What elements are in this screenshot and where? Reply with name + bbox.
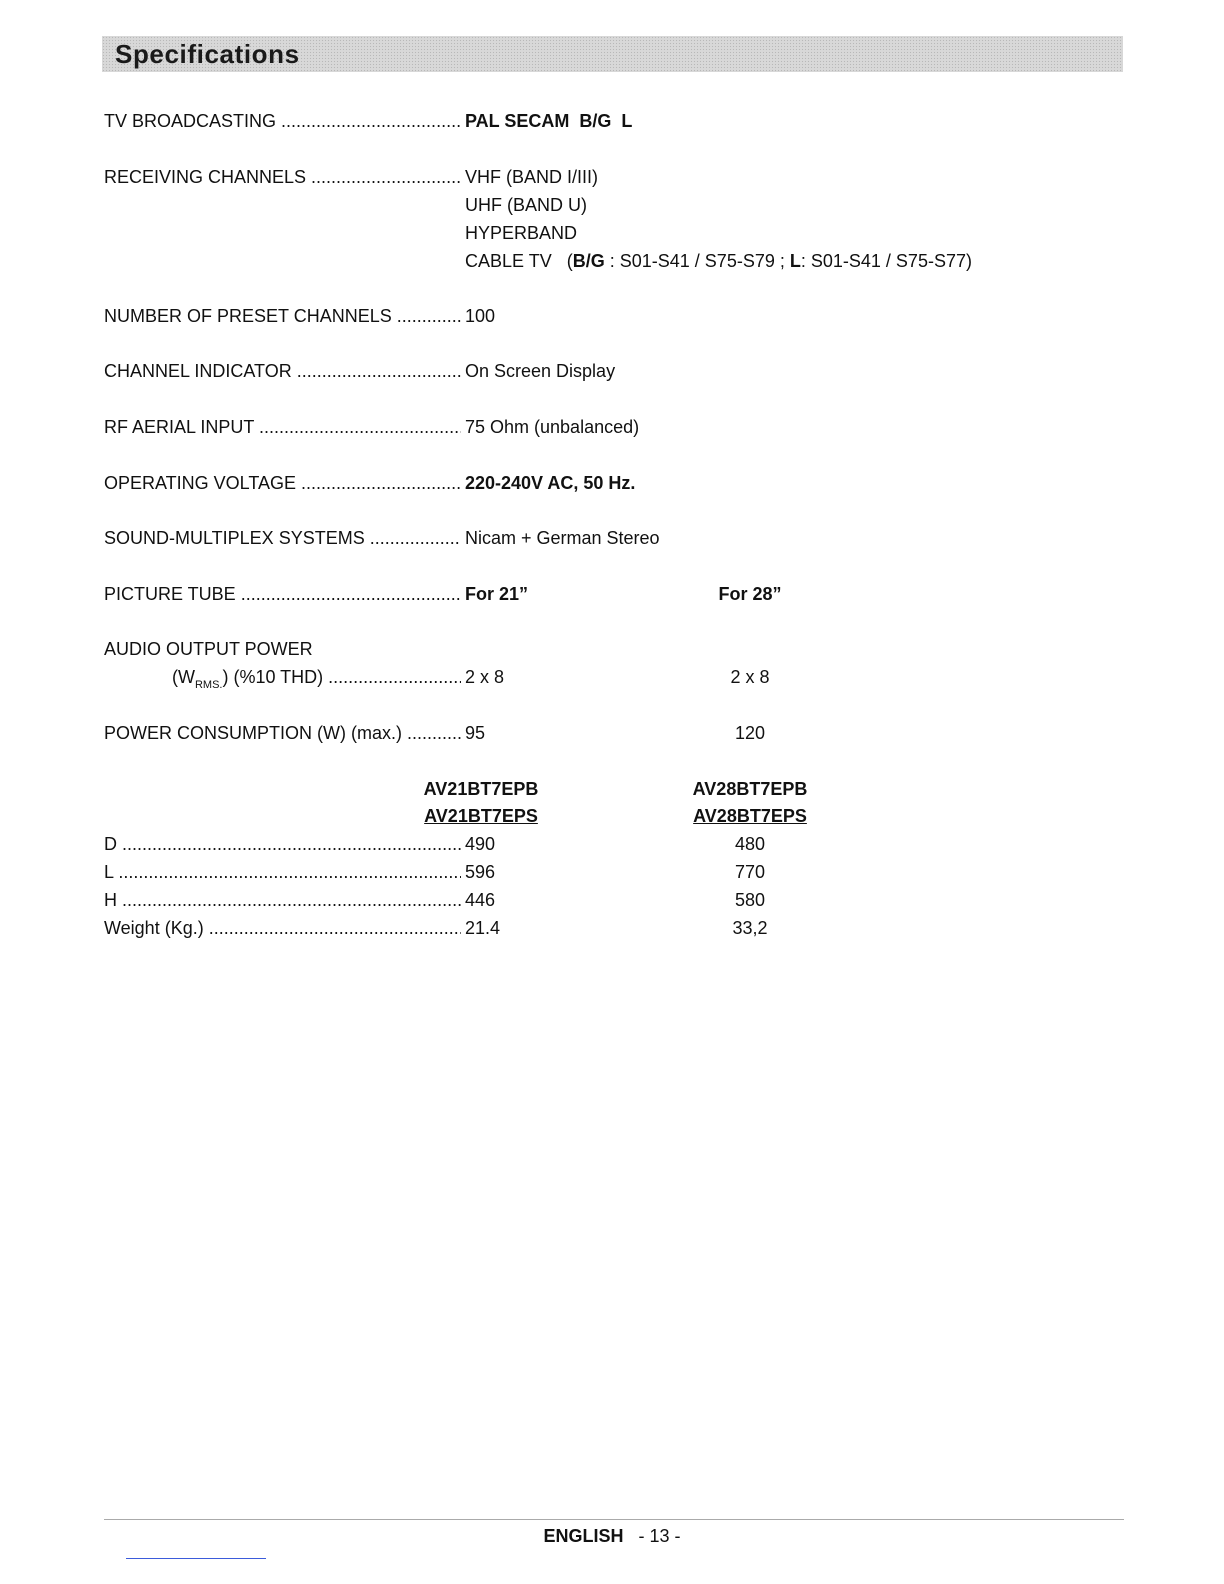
footer-language: ENGLISH	[543, 1526, 624, 1546]
sub-label-rms: RMS.	[194, 679, 223, 691]
dimension-value-21: 490	[465, 834, 496, 854]
cable-bg-value: : S01-S41 / S75-S79 ;	[609, 251, 785, 271]
dimension-label: Weight (Kg.) .....	[104, 917, 461, 939]
spec-label: AUDIO OUTPUT POWER	[104, 639, 313, 659]
spec-value: Nicam + German Stereo	[465, 528, 660, 548]
spec-value-28: 2 x 8	[730, 667, 770, 687]
spec-value-28: For 28”	[718, 584, 782, 604]
spec-value: HYPERBAND	[465, 223, 578, 243]
dimension-value-21: 596	[465, 862, 496, 882]
spec-label: TV BROADCASTING .....	[104, 110, 461, 132]
spec-value-21: 95	[465, 723, 486, 743]
spec-value: PAL SECAM B/G L	[465, 111, 633, 131]
spec-value-21: For 21”	[465, 584, 529, 604]
spec-label: NUMBER OF PRESET CHANNELS .....	[104, 305, 461, 327]
sub-label-w: (W	[172, 667, 195, 687]
spec-value: 75 Ohm (unbalanced)	[465, 417, 640, 437]
spec-label: PICTURE TUBE .....	[104, 583, 461, 605]
footer-link-rule	[126, 1558, 266, 1559]
dimension-value-28: 33,2	[732, 918, 768, 938]
dimension-label: H .....	[104, 889, 461, 911]
spec-value: UHF (BAND U)	[465, 195, 587, 215]
spec-label: SOUND-MULTIPLEX SYSTEMS .....	[104, 527, 461, 549]
spec-value: VHF (BAND I/III)	[465, 167, 599, 187]
model-28-eps: AV28BT7EPS	[693, 806, 807, 826]
cable-prefix: CABLE TV	[465, 251, 552, 271]
dimension-value-28: 480	[734, 834, 766, 854]
spec-value-28: 120	[734, 723, 766, 743]
spec-value: 100	[465, 306, 496, 326]
spec-value-21: 2 x 8	[465, 667, 505, 687]
model-21-eps: AV21BT7EPS	[424, 806, 538, 826]
page-title: Specifications	[115, 39, 300, 69]
model-21-epb: AV21BT7EPB	[423, 779, 539, 799]
cable-l-value: : S01-S41 / S75-S77)	[800, 251, 972, 271]
section-banner	[102, 36, 1123, 72]
spec-label: RECEIVING CHANNELS .....	[104, 166, 461, 188]
dimension-value-28: 580	[734, 890, 766, 910]
cable-bg-label: B/G	[572, 251, 605, 271]
spec-value: 220-240V AC, 50 Hz.	[465, 473, 636, 493]
spec-value-cable: CABLE TV (B/G : S01-S41 / S75-S79 ; L: S01-S41 / S75-S77)	[465, 251, 972, 271]
spec-label: CHANNEL INDICATOR .....	[104, 360, 461, 382]
dimension-label: D .....	[104, 833, 461, 855]
model-28-epb: AV28BT7EPB	[692, 779, 808, 799]
dimension-value-21: 21.4	[465, 918, 501, 938]
footer-divider	[104, 1519, 1124, 1520]
spec-value: On Screen Display	[465, 361, 616, 381]
sub-label-rest: ) (%10 THD)	[222, 667, 324, 687]
dimension-label: L .....	[104, 861, 461, 883]
spec-sub-label	[172, 666, 461, 691]
dimension-value-21: 446	[465, 890, 496, 910]
spec-label: RF AERIAL INPUT .....	[104, 416, 461, 438]
dimension-value-28: 770	[734, 862, 766, 882]
spec-label: POWER CONSUMPTION (W) (max.) .....	[104, 722, 461, 744]
page-number: - 13 -	[638, 1526, 681, 1546]
page-footer	[0, 1525, 1224, 1547]
spec-label: OPERATING VOLTAGE .....	[104, 472, 461, 494]
cable-l-label: L	[789, 251, 801, 271]
